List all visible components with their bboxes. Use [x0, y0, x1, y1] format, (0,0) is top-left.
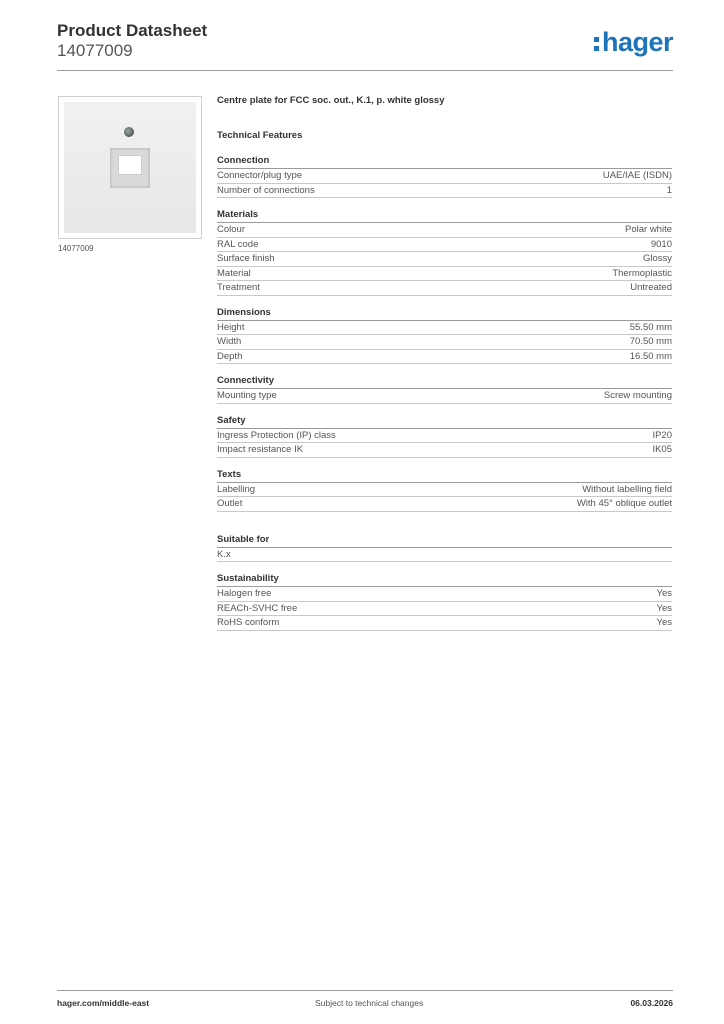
row-value: Yes: [656, 602, 672, 614]
socket-opening: [118, 155, 142, 175]
section-title: Connectivity: [217, 374, 672, 389]
logo-text: hager: [601, 27, 673, 57]
table-row: [217, 281, 672, 296]
document-number: 14077009: [57, 41, 133, 60]
socket-frame: [110, 148, 150, 188]
table-row: [217, 587, 672, 602]
hager-logo: [594, 27, 673, 57]
table-row: [217, 350, 672, 365]
row-label: Impact resistance IK: [217, 444, 304, 455]
row-label: Labelling: [217, 483, 256, 495]
table-row: [217, 483, 672, 498]
row-label: Mounting type: [217, 390, 277, 401]
section-title: Materials: [217, 208, 672, 223]
row-value: Yes: [656, 617, 672, 628]
section-title: Dimensions: [217, 306, 672, 321]
row-value: IP20: [652, 429, 672, 441]
table-row: [217, 602, 672, 617]
section-sustainability: [217, 572, 672, 631]
table-row: [217, 429, 672, 444]
table-row: [217, 443, 672, 458]
table-row: [217, 335, 672, 350]
row-value: 55.50 mm: [629, 321, 672, 333]
logo-dots-icon: [594, 34, 599, 52]
footer-website-link[interactable]: hager.com/middle-east: [57, 998, 150, 1008]
row-label: Connector/plug type: [217, 170, 303, 181]
row-label: RAL code: [217, 238, 259, 250]
row-label: Number of connections: [217, 184, 315, 196]
row-value: Polar white: [625, 224, 672, 235]
technical-features-title: Technical Features: [217, 130, 303, 141]
header-divider: [57, 70, 673, 71]
section-title: Suitable for: [217, 533, 672, 548]
footer-notice: Subject to technical changes: [315, 998, 424, 1008]
row-value: Yes: [656, 588, 672, 599]
row-value: Screw mounting: [603, 390, 672, 401]
image-caption: 14077009: [58, 244, 94, 253]
row-value: Untreated: [630, 282, 672, 293]
section-title: Safety: [217, 414, 672, 429]
row-label: Material: [217, 267, 251, 279]
table-row: [217, 252, 672, 267]
row-label: Surface finish: [217, 253, 275, 264]
table-row: [217, 238, 672, 253]
row-label: Colour: [217, 224, 245, 235]
row-label: REACh-SVHC free: [217, 602, 298, 614]
row-label: Width: [217, 336, 242, 347]
row-label: RoHS conform: [217, 617, 280, 628]
section-title: Connection: [217, 154, 672, 169]
row-value: 9010: [650, 238, 672, 250]
section-title: Texts: [217, 468, 672, 483]
row-value: 16.50 mm: [629, 350, 672, 362]
screw-icon: [124, 127, 134, 137]
row-label: Halogen free: [217, 588, 272, 599]
footer-date: 06.03.2026: [630, 998, 673, 1008]
row-label: Depth: [217, 350, 243, 362]
row-label: Treatment: [217, 282, 260, 293]
row-value: With 45° oblique outlet: [576, 498, 672, 509]
table-row: [217, 616, 672, 631]
section-connectivity: [217, 374, 672, 404]
row-value: 70.50 mm: [629, 336, 672, 347]
table-row: [217, 184, 672, 199]
row-value: Thermoplastic: [612, 267, 672, 279]
table-row: [217, 548, 672, 563]
row-value: Without labelling field: [582, 483, 672, 495]
centre-plate-picture: [64, 102, 196, 233]
section-title: Sustainability: [217, 572, 672, 587]
table-row: [217, 267, 672, 282]
row-label: K.x: [217, 548, 231, 560]
footer-divider: [57, 990, 673, 991]
row-value: Glossy: [642, 253, 672, 264]
table-row: [217, 389, 672, 404]
table-row: [217, 169, 672, 184]
row-value: 1: [666, 184, 672, 196]
table-row: [217, 223, 672, 238]
document-title: Product Datasheet: [57, 21, 208, 40]
row-value: UAE/IAE (ISDN): [602, 170, 672, 181]
datasheet-content: [217, 95, 672, 631]
table-row: [217, 497, 672, 512]
product-name: Centre plate for FCC soc. out., K.1, p. white glossy: [217, 95, 445, 106]
product-image: [58, 96, 202, 239]
row-label: Height: [217, 321, 245, 333]
row-label: Outlet: [217, 498, 243, 509]
row-label: Ingress Protection (IP) class: [217, 429, 336, 441]
section-texts: [217, 468, 672, 512]
table-row: [217, 321, 672, 336]
section-connection: [217, 154, 672, 198]
page-header: [57, 21, 673, 61]
section-safety: [217, 414, 672, 458]
section-materials: [217, 208, 672, 296]
section-dimensions: [217, 306, 672, 365]
row-value: IK05: [652, 444, 672, 455]
section-suitable-for: [217, 533, 672, 563]
